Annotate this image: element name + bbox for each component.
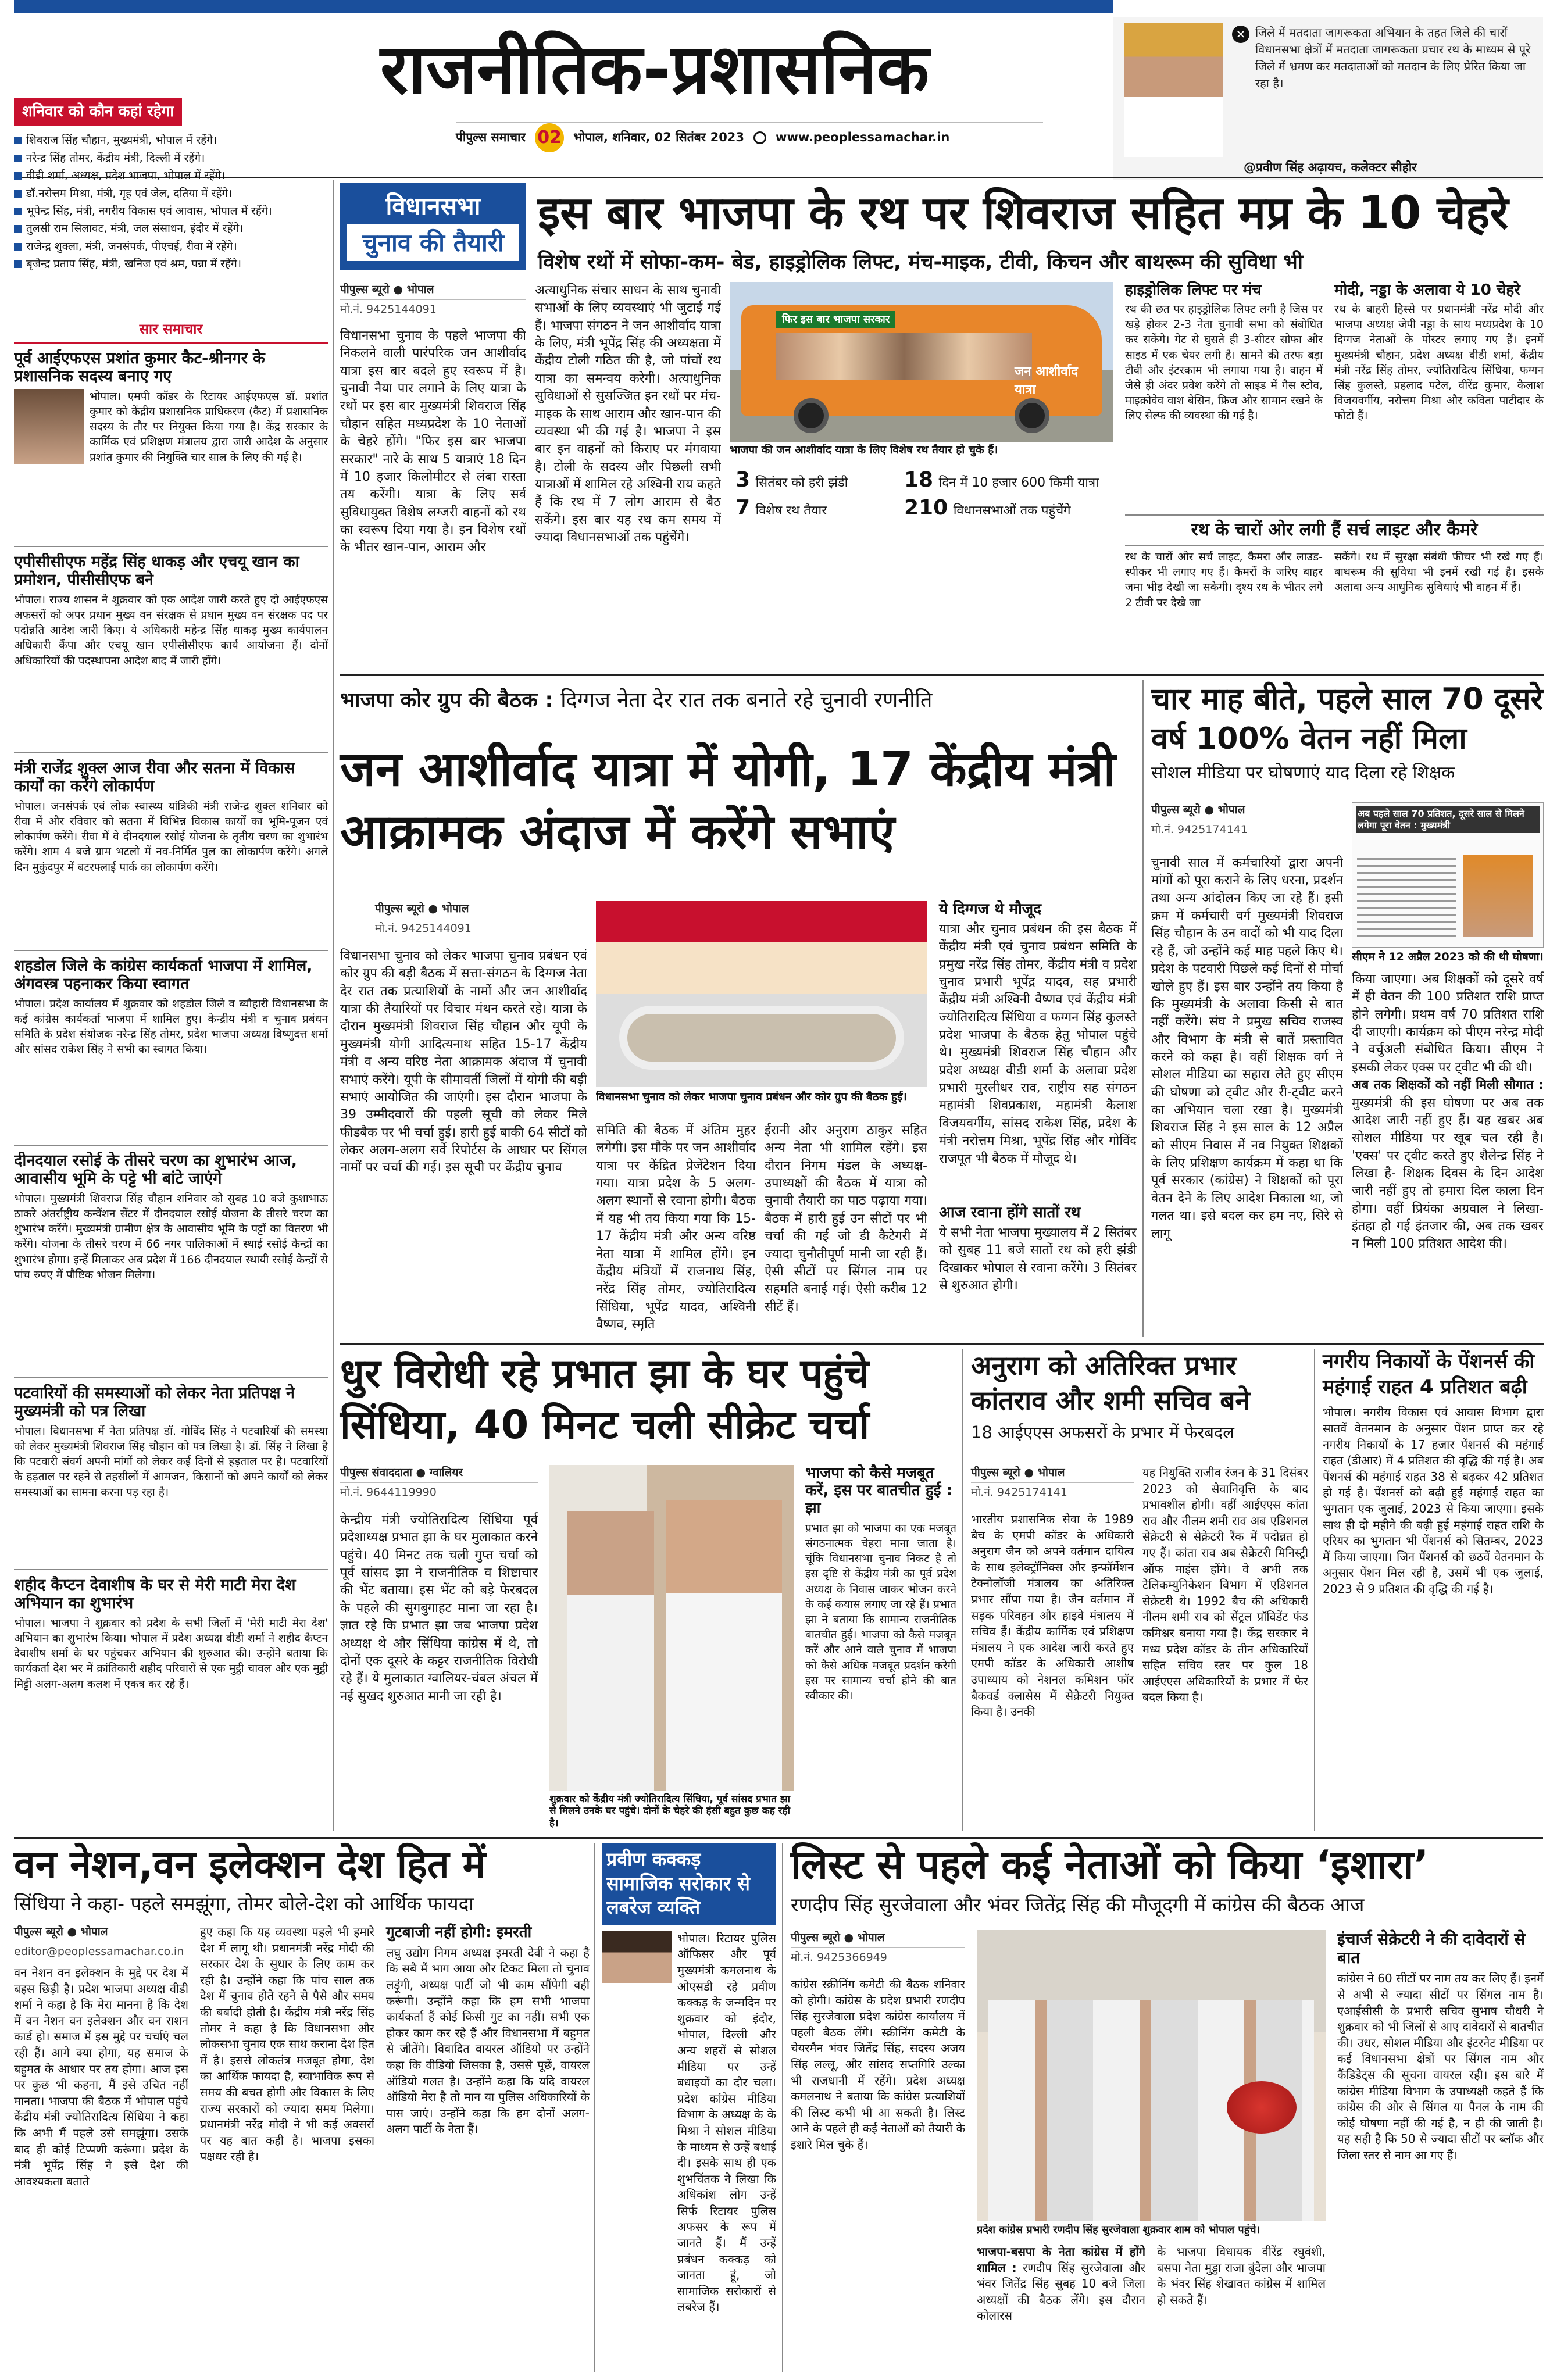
list-col1: कांग्रेस स्क्रीनिंग कमेटी की बैठक शनिवार को होगी। कांग्रेस के प्रदेश प्रभारी रणदीप सिंह सुरजेवाला प्रदेश कांग्रेस कार्यालय में पहली बैठक लेंगे। स्क्रीनिंग कमेटी के चेयरमैन भंवर जितेंद्र सिंह, सदस्य अजय सिंह लल्लू, और सांसद सप्तगिरि उल्का भी राजधानी में रहेंगे। प्रदेश अध्यक्ष कमलनाथ ने बताया कि कांग्रेस प्रत्याशियों की लिस्ट कभी भी आ सकती है। लिस्ट आने के पहले ही कई नेताओं को तैयारी के इशारे मिल चुके हैं।: [791, 1977, 965, 2152]
brief-headline: पटवारियों की समस्याओं को लेकर नेता प्रतिपक्ष ने मुख्यमंत्री को पत्र लिखा: [14, 1384, 295, 1420]
core-col4: [939, 901, 1137, 1331]
rath-side3-heading: रथ के चारों ओर लगी हैं सर्च लाइट और कैमरे: [1125, 514, 1544, 546]
list-photo: [977, 1930, 1326, 2221]
anurag-byline-block: [971, 1465, 1134, 1503]
brief-item: [14, 957, 328, 1146]
schedule-item: वीडी शर्मा, अध्यक्ष, प्रदेश भाजपा, भोपाल में रहेंगे।: [14, 167, 328, 184]
brief-item: [14, 1576, 328, 1733]
onenation-byline-block: [14, 1924, 188, 1963]
scindia-col1: केन्द्रीय मंत्री ज्योतिरादित्य सिंधिया पूर्व प्रदेशाध्यक्ष प्रभात झा के घर मुलाकात करने पहुंचे। 40 मिनट तक चली गुप्त चर्चा को पूर्व सांसद झा ने राजनीतिक व शिष्टाचार की भेंट बताया। इस भेंट को बड़े फेरबदल के पहले की सुगबुगाहट माना जा रहा है। ज्ञात रहे कि प्रभात झा जब भाजपा प्रदेश अध्यक्ष थे और सिंधिया कांग्रेस में थे, तो दोनों एक दूसरे के कट्टर राजनीतिक विरोधी रहे हैं। ये मुलाकात ग्वालियर-चंबल अंचल में नई सुखद शुरुआत मानी जा रही है।: [340, 1513, 538, 1704]
core-col4-body2: ये सभी नेता भाजपा मुख्यालय में 2 सितंबर को सुबह 11 बजे सातों रथ को हरी झंडी दिखाकर भोपाल से रवाना करेंगे। 3 सितंबर से शुरुआत होगी।: [939, 1225, 1137, 1293]
list-headline: लिस्ट से पहले कई नेताओं को किया ‘इशारा’: [791, 1842, 1429, 1888]
list-mobile: मो.नं. 9425366949: [791, 1950, 887, 1964]
rath-side3-col1: रथ के चारों ओर सर्च लाइट, कैमरा और लाउड-स्पीकर भी लगाए गए हैं। कैमरों के जरिए बाहर जमा भीड़ देखी जा सकेगी। दृश्य रथ के भीतर लगे 2 टीवी पर देखे जा: [1125, 551, 1323, 609]
anurag-pension-divider: [1314, 1349, 1315, 1831]
anurag-mobile: मो.नं. 9425174141: [971, 1485, 1067, 1499]
rath-subhead: विशेष रथों में सोफा-कम- बेड, हाइड्रोलिक लिफ्ट, मंच-माइक, टीवी, किचन और बाथरूम की सुविधा भी: [538, 251, 1303, 274]
core-col4-heading2: आज रवाना होंगे सातों रथ: [939, 1203, 1081, 1221]
left-column-divider: [333, 180, 334, 1831]
bus-banner: फिर इस बार भाजपा सरकार: [776, 311, 895, 328]
list-side-body: कांग्रेस ने 60 सीटों पर नाम तय कर लिए हैं। इनमें से अभी से ज्यादा सीटों पर सिंगल नाम है। एआईसीसी के प्रभारी सचिव सुभाष चौधरी ने शुक्रवार को भी जिलों से आए दावेदारों से बातचीत की। उधर, सोशल मीडिया और इंटरनेट मीडिया पर कई विधानसभा क्षेत्रों पर सिंगल नाम और कैंडिडेट्स की सूचना वायरल रही। इस बारे में कांग्रेस मीडिया विभाग के उपाध्यक्षी कहते हैं कि कांग्रेस की ओर से सिंगल या पैनल के नाम की कोई घोषणा नहीं की गई है, न ही की जाती है। यह सही है कि 50 से ज्यादा सीटों पर ब्लॉक और जिला स्तर से नाम आ गए हैं।: [1337, 1971, 1544, 2162]
salary-col2: [1352, 971, 1544, 1331]
brief-headline: मंत्री राजेंद्र शुक्ल आज रीवा और सतना में विकास कार्यों का करेंगे लोकार्पण: [14, 759, 295, 795]
schedule-item: भूपेन्द्र सिंह, मंत्री, नगरीय विकास एवं आवास, भोपाल में रहेंगे।: [14, 202, 328, 220]
brief-item: [14, 1152, 328, 1378]
salary-subhead: सोशल मीडिया पर घोषणाएं याद दिला रहे शिक्षक: [1151, 763, 1455, 784]
briefs-label: सार समाचार: [14, 320, 328, 344]
bullet-square-icon: [14, 243, 22, 251]
anurag-headline: अनुराग को अतिरिक्त प्रभार कांतराव और शमी सचिव बने: [971, 1350, 1250, 1416]
core-col4-heading: ये दिग्गज थे मौजूद: [939, 900, 1042, 918]
scindia-side-body: प्रभात झा को भाजपा का एक मजबूत संगठनात्मक चेहरा माना जाता है। चूंकि विधानसभा चुनाव निकट है तो इस दृष्टि से केंद्रीय मंत्री का पूर्व प्रदेश अध्यक्ष के निवास जाकर भोजन करने के कई कयास लगाए जा रहे हैं। प्रभात झा ने बताया कि सामान्य राजनीतिक बातचीत हुई। भाजपा को कैसे मजबूत करें और आने वाले चुनाव में भाजपा को कैसे अधिक मजबूत प्रदर्शन करेगी इस पर सामान्य चर्चा होने की बात स्वीकार की।: [805, 1521, 956, 1703]
masthead-dateline: भोपाल, शनिवार, 02 सितंबर 2023: [573, 130, 745, 145]
pension-story: [1323, 1349, 1544, 1831]
list-story: [791, 1843, 1544, 2372]
core-col3: ईरानी और अनुराग ठाकुर सहित अन्य नेता भी शामिल रहेंगे। इस दौरान निगम मंडल के अध्यक्ष-उपाध्यक्षों की बैठक में यात्रा को चुनावी तैयारी का पाठ पढ़ाया गया। बैठक में हारी हुई उन सीटों पर भी चर्चा की गई जो डी कैटेगरी में ज्यादा चुनौतीपूर्ण मानी जा रही हैं। ऐसी सीटों पर सिंगल नाम पर सहमति बनाई गई। ऐसी करीब 12 सीटें हैं।: [765, 1123, 927, 1314]
bullet-square-icon: [14, 190, 22, 198]
schedule-item: तुलसी राम सिलावट, मंत्री, जल संसाधन, इंदौर में रहेंगे।: [14, 220, 328, 237]
clipping-text-lines: [1357, 858, 1456, 939]
list-byline: पीपुल्स ब्यूरो ● भोपाल: [791, 1930, 965, 1948]
core-byline-block: [375, 901, 573, 939]
brief-item: [14, 759, 328, 951]
rath-byline: पीपुल्स ब्यूरो ● भोपाल: [340, 282, 526, 300]
schedule-heading: शनिवार को कौन कहां रहेगा: [14, 98, 182, 126]
praveen-body: भोपाल। रिटायर पुलिस ऑफिसर और पूर्व मुख्यमंत्री कमलनाथ के ओएसडी रहे प्रवीण कक्कड़ के जन्मदिन पर शुक्रवार को इंदौर, भोपाल, दिल्ली और अन्य शहरों से सोशल मीडिया पर उन्हें बधाइयों का दौर चला। प्रदेश कांग्रेस मीडिया विभाग के अध्यक्ष के के मिश्रा ने सोशल मीडिया के माध्यम से उन्हें बधाई दी। इसके साथ ही एक शुभचिंतक ने लिखा कि अधिकांश लोग उन्हें सिर्फ रिटायर पुलिस अफसर के रूप में जानते हैं। मैं उन्हें प्रबंधन कक्कड़ को जानता हूं, जो सामाजिक सरोकारों से लबरेज हैं।: [677, 1931, 776, 2314]
salary-col2-body: किया जाएगा। अब शिक्षकों को दूसरे वर्ष में ही वेतन की 100 प्रतिशत राशि प्राप्त होने लगेगी। प्रथम वर्ष 70 प्रतिशत राशि दी जाएगी। कार्यक्रम को पीएम नरेन्द्र मोदी ने वर्चुअली संबोधित किया। सीएम ने इसकी लेकर एक्स पर ट्वीट भी की थी।: [1352, 972, 1544, 1075]
onenation-col3-body: लघु उद्योग निगम अध्यक्ष इमरती देवी ने कहा है कि सबै मैं भाग आया और टिकट मिला तो चुनाव लड़ूंगी, अध्यक्ष पार्टी जो भी काम सौंपेगी वही करूंगी। उन्होंने कहा कि हम सभी भाजपा कार्यकर्ता हैं कोई किसी गुट का नहीं। सभी एक होकर काम कर रहे हैं और विधानसभा में बहुमत से जीतेंगे। विवादित वायरल ऑडियो पर उन्होंने कहा कि वीडियो जिसका है, उससे पूछें, वायरल ऑडियो गलत है। उन्होंने कहा कि यदि वायरल ऑडियो मेरा है तो मान या पुलिस अधिकारियों के पास जाएं। उन्होंने कहा कि हम दोनों अलग-अलग पार्टी के नेता हैं।: [386, 1945, 590, 2136]
anurag-story: [971, 1349, 1308, 1831]
schedule-box: [14, 98, 328, 319]
brief-body: भोपाल। प्रदेश कार्यालय में शुक्रवार को शहडोल जिले व ब्यौहारी विधानसभा के कई कांग्रेस कार्यकर्ता भाजपा में शामिल हुए। केन्द्रीय मंत्री व चुनाव प्रबंधन समिति के प्रदेश संयोजक नरेन्द्र सिंह तोमर, प्रदेश भाजपा अध्यक्ष विष्णुदत्त शर्मा और सांसद राकेश सिंह ने सभी का स्वागत किया।: [14, 997, 328, 1056]
election-tag: [340, 183, 526, 270]
rath-side3-col2: सकेंगे। रथ में सुरक्षा संबंधी फीचर भी रखे गए हैं। बाथरूम की सुविधा भी इनमें रखी गई है। इसके अलावा अन्य आधुनिक सुविधाएं भी वाहन में हैं।: [1334, 551, 1544, 594]
rath-side2: [1334, 282, 1544, 514]
list-col3: के भाजपा विधायक वीरेंद्र रघुवंशी, बसपा नेता मुड्डा राजा बुंदेला और भाजपा के भंवर सिंह शेखावत कांग्रेस में शामिल हो सकते हैं।: [1157, 2245, 1326, 2307]
list-photo-caption: प्रदेश कांग्रेस प्रभारी रणदीप सिंह सुरजेवाला शुक्रवार शाम को भोपाल पहुंचे।: [977, 2224, 1260, 2236]
praveen-story: [602, 1843, 776, 2372]
anurag-subhead: 18 आईएएस अफसरों के प्रभार में फेरबदल: [971, 1422, 1234, 1442]
list-side: [1337, 1930, 1544, 2366]
list-subhead: रणदीप सिंह सुरजेवाला और भंवर जितेंद्र सिंह की मौजूदगी में कांग्रेस की बैठक आज: [791, 1893, 1365, 1917]
praveen-portrait: [602, 1931, 672, 2018]
onenation-headline: वन नेशन,वन इलेक्शन देश हित में: [14, 1842, 486, 1887]
brief-body: भोपाल। विधानसभा में नेता प्रतिपक्ष डॉ. गोविंद सिंह ने पटवारियों की समस्या को लेकर मुख्यमंत्री शिवराज सिंह चौहान को पत्र लिखा है। डॉ. सिंह ने लिखा है कि पटवारी संवर्ग अपनी मांगों को लेकर कई दिनों से हड़ताल पर है। पटवारियों के हड़ताल पर रहने से तहसीलों में आमजन, किसानों को अपने कार्यों को लेकर समस्याओं का सामना करना पड़ रहा है।: [14, 1424, 328, 1499]
list-col2: [977, 2244, 1145, 2366]
onenation-email[interactable]: editor@peoplessamachar.co.in: [14, 1945, 184, 1958]
masthead-website[interactable]: www.peoplessamachar.in: [776, 130, 950, 145]
rath-side1: [1125, 282, 1323, 514]
onenation-col3-heading: गुटबाजी नहीं होगी: इमरती: [386, 1924, 532, 1941]
praveen-headline: प्रवीण कक्कड़ सामाजिक सरोकार से लबरेज व्यक्ति: [602, 1843, 776, 1925]
masthead-info-bar: [456, 122, 1043, 152]
pension-headline: नगरीय निकायों के पेंशनर्स की महंगाई राहत 4 प्रतिशत बढ़ी: [1323, 1350, 1535, 1399]
bullet-square-icon: [14, 225, 22, 233]
bus-wheel-icon: [1015, 398, 1049, 433]
election-tag-line1: विधानसभा: [385, 192, 481, 220]
fact-item: 3 सितंबर को हरी झंडी: [735, 468, 848, 492]
side-heading: मोदी, नड्डा के अलावा ये 10 चेहरे: [1334, 281, 1520, 299]
onenation-byline: पीपुल्स ब्यूरो ● भोपाल: [14, 1924, 188, 1942]
onenation-subhead: सिंधिया ने कहा- पहले समझूंगा, तोमर बोले-देश को आर्थिक फायदा: [14, 1892, 474, 1915]
scindia-anurag-divider: [962, 1349, 963, 1831]
scindia-byline-block: [340, 1465, 538, 1503]
brief-body: भोपाल। भाजपा ने शुक्रवार को प्रदेश के सभी जिलों में 'मेरी माटी मेरा देश' अभियान का शुभारंभ किया। भोपाल में प्रदेश अध्यक्ष वीडी शर्मा ने शहीद कैप्टन देवाशीष शर्मा के घर पहुंचकर अभियान की शुरुआत की। उन्होंने बताया कि कार्यकर्ता देश भर में क्रांतिकारी शहीद परिवारों से एक मुट्ठी चावल और एक मुट्ठी मिट्टी अलग-अलग कलश में एकत्र कर रहे हैं।: [14, 1616, 328, 1691]
brief-headline: शहडोल जिले के कांग्रेस कार्यकर्ता भाजपा में शामिल, अंगवस्त्र पहनाकर किया स्वागत: [14, 956, 313, 993]
rath-story: [340, 183, 1544, 648]
clip-caption: सीएम ने 12 अप्रैल 2023 को की थी घोषणा।: [1352, 950, 1544, 963]
bottom-divider: [14, 1837, 1543, 1839]
middle-divider: [340, 1343, 1544, 1345]
salary-byline-block: [1151, 802, 1343, 841]
salary-mobile: मो.नं. 9425174141: [1151, 823, 1248, 836]
scindia-photo-caption: शुक्रवार को केंद्रीय मंत्री ज्योतिरादित्य सिंधिया, पूर्व सांसद प्रभात झा से मिलने उनके घर पहुंचे। दोनों के चेहरे की हंसी बहुत कुछ कह रही है।: [549, 1793, 791, 1829]
rath-col2: अत्याधुनिक संचार साधन के साथ चुनावी सभाओं के लिए व्यवस्थाएं भी जुटाई गई हैं। भाजपा संगठन ने जन आशीर्वाद यात्रा के लिए, मंत्री भूपेंद्र सिंह की अध्यक्षता में केंद्रीय टोली गठित की है, जो पांचों रथ यात्रा का समन्वय करेगी। अत्याधुनिक सुविधाओं से सुसज्जित इन रथों पर मंच-माइक के साथ आराम और खान-पान की व्यवस्था भी की गई है। भाजपा ने इस बार इन वाहनों को किराए पर मंगवाया है। टोली के सदस्य और पिछली सभी यात्राओं में शामिल रहे अश्विनी राय कहते हैं कि रथ में 7 लोग आराम से बैठ सकेंगे। इस बार यह रथ कम समय में ज्यादा विधानसभाओं तक पहुंचेंगे।: [535, 283, 721, 545]
onenation-col1: वन नेशन वन इलेक्शन के मुद्दे पर देश में बहस छिड़ी है। प्रदेश भाजपा अध्यक्ष वीडी शर्मा ने कहा है कि मेरा मानना है कि देश में वन नेशन वन इलेक्शन और वन राशन कार्ड हो। समाज में इस मुद्दे पर चर्चाएं चल रही हैं। आगे क्या होगा, यह समाज के बहुमत के आधार पर तय होगा। आज इस पर कुछ भी कहना, मैं इसे उचित नहीं मानता। भाजपा की बैठक में भोपाल पहुंचे केंद्रीय मंत्री ज्योतिरादित्य सिंधिया ने कहा कि अभी मैं पहले उसे समझूंगा। उसके बाद ही कोई टिप्पणी करूंगा। प्रदेश के मंत्री भूपेंद्र सिंह ने इसे देश की आवश्यकता बताते: [14, 1966, 188, 2188]
anurag-byline: पीपुल्स ब्यूरो ● भोपाल: [971, 1465, 1134, 1483]
x-logo-icon: ✕: [1232, 26, 1249, 43]
brief-headline: पूर्व आईएफएस प्रशांत कुमार कैट-श्रीनगर के प्रशासनिक सदस्य बनाए गए: [14, 349, 265, 385]
masthead-blue-band: [14, 0, 1113, 13]
bus-label: जन आशीर्वाद यात्रा: [1015, 364, 1078, 397]
salary-headline: चार माह बीते, पहले साल 70 दूसरे वर्ष 100% वेतन नहीं मिला: [1151, 682, 1543, 756]
scindia-mobile: मो.नं. 9644119990: [340, 1485, 437, 1499]
meeting-table: [619, 1006, 904, 1070]
brief-headline: शहीद कैप्टन देवाशीष के घर से मेरी माटी मेरा देश अभियान का शुभारंभ: [14, 1575, 296, 1612]
salary-col1: चुनावी साल में कर्मचारियों द्वारा अपनी मांगों को पूरा कराने के लिए धरना, प्रदर्शन तथा अन्य आंदोलन किए जा रहे हैं। इसी क्रम में कर्मचारी वर्ग मुख्यमंत्री शिवराज सिंह चौहान के उन वादों को भी याद दिला रहे हैं, जो उन्होंने कई माह पहले किए थे। प्रदेश के पटवारी पिछले कई दिनों से मोर्चा खोले हुए हैं। इस बार उन्होंने तय किया है कि मुख्यमंत्री के अलावा किसी से बात नहीं करेंगे। संघ ने प्रमुख सचिव राजस्व और विभाग के मंत्री से बातें प्रस्तावित करने को कहा है। वहीं शिक्षक वर्ग ने सोशल मीडिया का सहारा लेते हुए सीएम की घोषणा को ट्वीट और री-ट्वीट करने का अभियान चला रखा है। मुख्यमंत्री शिवराज सिंह ने इस साल के 12 अप्रैल को सीएम निवास में नव नियुक्त शिक्षकों के लिए प्रशिक्षण कार्यक्रम में कहा था कि पूर्व सरकार (कांग्रेस) ने शिक्षकों को पूरा वेतन देने के लिए आदेश निकाला था, जो गलत था। इसे बदल कर हम नए, सिरे से लागू: [1151, 856, 1343, 1241]
schedule-list: [14, 131, 328, 273]
brief-item: [14, 349, 328, 547]
core-col2: समिति की बैठक में अंतिम मुहर लगेगी। इस मौके पर जन आशीर्वाद यात्रा पर केंद्रित प्रेजेंटेशन दिया गया। यात्रा प्रदेश के 5 अलग-अलग स्थानों से रवाना होगी। बैठक में यह भी तय किया गया कि 15-17 केंद्रीय मंत्री और अन्य वरिष्ठ नेता यात्रा में शामिल होंगे। इन केंद्रीय मंत्रियों में राजनाथ सिंह, नरेंद्र सिंह तोमर, ज्योतिरादित्य सिंधिया, भूपेंद्र यादव, अश्विनी वैष्णव, स्मृति: [596, 1123, 756, 1331]
list-byline-block: [791, 1930, 965, 1968]
scindia-byline: पीपुल्स संवाददाता ● ग्वालियर: [340, 1465, 538, 1483]
schedule-item: राजेन्द्र शुक्ला, मंत्री, जनसंपर्क, पीएचई, रीवा में रहेंगे।: [14, 238, 328, 255]
rath-bus-photo: [730, 282, 1113, 442]
core-col1: विधानसभा चुनाव को लेकर भाजपा चुनाव प्रबंधन एवं कोर ग्रुप की बड़ी बैठक में सत्ता-संगठन के दिग्गज नेता देर रात तक प्रत्याशियों के नामों और जन आशीर्वाद यात्रा की तैयारियों पर विचार मंथन करते रहे। यात्रा के दौरान मुख्यमंत्री शिवराज सिंह चौहान और यूपी के मुख्यमंत्री योगी आदित्यनाथ सहित 15-17 केंद्रीय मंत्री व अन्य वरिष्ठ नेता आक्रामक अंदाज में चुनावी सभाएं करेंगे। यूपी के सीमावर्ती जिलों में योगी की बड़ी सभाएं आयोजित की जाएंगी। इस दौरान भाजपा के 39 उम्मीदवारों की पहली सूची को लेकर मिले फीडबैक पर भी चर्चा हुई। हारी हुई बाकी 64 सीटों को लेकर अलग-अलग सर्वे रिपोर्टस के आधार पर सिंगल नामों पर चर्चा की गई। इस सूची पर केंद्रीय चुनाव: [340, 949, 587, 1175]
core-photo-caption: विधानसभा चुनाव को लेकर भाजपा चुनाव प्रबंधन और कोर ग्रुप की बैठक हुई।: [596, 1091, 907, 1103]
masthead-title: राजनीतिक-प्रशासनिक: [380, 29, 930, 109]
list-col2-body: भाजपा-बसपा के नेता कांग्रेस में होंगे शामिल : रणदीप सिंह सुरजेवाला और भंवर जितेंद्र सिंह सुबह 10 बजे जिला अध्यक्षों की बैठक लेंगे। इस दौरान कोलारस: [977, 2245, 1145, 2323]
scindia-photo: [549, 1465, 794, 1791]
scindia-side-heading: भाजपा को कैसे मजबूत करें, इस पर बातचीत हुई : झा: [805, 1464, 952, 1517]
brief-body: भोपाल। मुख्यमंत्री शिवराज सिंह चौहान शनिवार को सुबह 10 बजे कुशाभाऊ ठाकरे अंतर्राष्ट्रीय कन्वेंशन सेंटर में दीनदयाल रसोई योजना के तीसरे चरण का शुभारंभ करेंगे। मुख्यमंत्री ग्रामीण क्षेत्र के आवासीय भूमि के पट्टों का वितरण भी करेंगे। योजना के तीसरे चरण में 66 नगर पालिकाओं में स्थाई रसोई केन्द्रों का शुभारंभ होगा। इन्हें मिलाकर अब प्रदेश में 166 दीनदयाल स्थायी रसोई केन्द्रों से पांच रुपए में पौष्टिक भोजन मिलेगा।: [14, 1192, 328, 1281]
rath-col1: विधानसभा चुनाव के पहले भाजपा की निकलने वाली पारंपरिक जन आशीर्वाद यात्रा इस बार बदले हुए स्वरूप में है। चुनावी नैया पार लगाने के लिए यात्रा के रथों पर इस बार मुख्यमंत्री शिवराज सिंह चौहान सहित मध्यप्रदेश के 10 नेताओं के चेहरे होंगे। "फिर इस बार भाजपा सरकार" नारे के साथ 5 यात्राएं 18 दिन में 10 हजार किलोमीटर से लंबा रास्ता तय करेंगी। यात्रा के लिए सर्व सुविधायुक्त विशेष लग्जरी वाहनों को रथ का स्वरूप दिया गया है। इन विशेष रथों के भीतर खान-पान, आराम और: [340, 328, 526, 555]
salary-story: [1151, 680, 1544, 1337]
bullet-square-icon: [14, 208, 22, 215]
collector-portrait: [1124, 23, 1223, 157]
anurag-col1: भारतीय प्रशासनिक सेवा के 1989 बैच के एमपी कॉडर के अधिकारी अनुराग जैन को अपने वर्तमान दायित्व के साथ इलेक्ट्रॉनिक्स और इन्फॉर्मेशन टेक्नोलॉजी मंत्रालय का अतिरिक्त प्रभार सौंपा गया है। जैन वर्तमान में सड़क परिवहन और हाइवे मंत्रालय में सचिव हैं। केंद्रीय कार्मिक एवं प्रशिक्षण मंत्रालय ने एक आदेश जारी करते हुए एमपी कॉडर के अधिकारी आशीष उपाध्याय को नेशनल कमिशन फॉर बैकवर्ड क्लासेस में सेक्रेटरी नियुक्त किया है। उनकी: [971, 1512, 1134, 1719]
onenation-story: [14, 1843, 590, 2372]
bullet-square-icon: [14, 260, 22, 268]
rath-mobile: मो.नं. 9425144091: [340, 302, 437, 316]
briefs-column: [14, 320, 328, 1831]
salary-byline: पीपुल्स ब्यूरो ● भोपाल: [1151, 802, 1343, 820]
tweet-handle: @प्रवीण सिंह अढ़ायच, कलेक्टर सीहोर: [1244, 160, 1417, 174]
election-tag-line2: चुनाव की तैयारी: [347, 224, 519, 261]
person-left: [567, 1511, 654, 1791]
core-headline: जन आशीर्वाद यात्रा में योगी, 17 केंद्रीय मंत्री आक्रामक अंदाज में करेंगे सभाएं: [340, 742, 1116, 860]
schedule-item: शिवराज सिंह चौहान, मुख्यमंत्री, भोपाल में रहेंगे।: [14, 131, 328, 149]
bullet-square-icon: [14, 155, 22, 162]
side-body: रथ की छत पर हाइड्रोलिक लिफ्ट लगी है जिस पर खड़े होकर 2-3 नेता चुनावी सभा को संबोधित कर सकेंगे। गेट से घुसते ही 3-सीटर सोफा और साइड में एक चेयर लगी है। सामने की तरफ बड़ा टीवी और इंटरकाम भी लगाया गया है। वाहन में जैसे ही अंदर प्रवेश करेंगे तो साइड में गैस स्टोव, माइक्रोवेव वाश बेसिन, फ्रिज और सामान रखने के लिए सेल्फ की व्यवस्था की गई है।: [1125, 302, 1323, 423]
globe-icon: [753, 131, 766, 144]
rath-facts: [735, 467, 1113, 531]
core-kicker: भाजपा कोर ग्रुप की बैठक : दिग्गज नेता देर रात तक बनाते रहे चुनावी रणनीति: [340, 688, 933, 712]
tweet-box: [1113, 17, 1543, 180]
tweet-text: जिले में मतदाता जागरूकता अभियान के तहत जिले की चारों विधानसभा क्षेत्रों में मतदाता जागरूकता प्रचार रथ के माध्यम से पूरे जिले में भ्रमण कर मतदाताओं को मतदान के लिए प्रेरित किया जा रहा है।: [1255, 26, 1531, 90]
bus-body: [741, 305, 1102, 416]
rath-headline: इस बार भाजपा के रथ पर शिवराज सहित मप्र के 10 चेहरे: [538, 187, 1509, 240]
brief-body: भोपाल। जनसंपर्क एवं लोक स्वास्थ्य यांत्रिकी मंत्री राजेन्द्र शुक्ल शनिवार को रीवा में और रविवार को सतना में विभिन्न विकास कार्यों का भूमि-पूजन एवं लोकार्पण करेंगे। रीवा में वे दीनदयाल रसोई योजना के तृतीय चरण का शुभारंभ करेंगे। शाम 4 बजे ग्राम भटलो में नव-निर्मित पुल का लोकार्पण करेंगे। अगले दिन मुकुंदपुर में बटरफ्लाई पार्क का लोकार्पण करेंगे।: [14, 799, 328, 874]
brief-item: [14, 1384, 328, 1570]
schedule-item: डॉ.नरोत्तम मिश्रा, मंत्री, गृह एवं जेल, दतिया में रहेंगे।: [14, 185, 328, 202]
scindia-side: [805, 1465, 956, 1825]
rath-photo-caption: भाजपा की जन आशीर्वाद यात्रा के लिए विशेष रथ तैयार हो चुके हैं।: [730, 444, 1113, 457]
fact-item: 210 विधानसभाओं तक पहुंचेंगे: [904, 496, 1071, 520]
clipping-title: अब पहले साल 70 प्रतिशत, दूसरे साल से मिलने लगेगा पूरा वेतन : मुख्यमंत्री: [1356, 806, 1540, 833]
core-byline: पीपुल्स ब्यूरो ● भोपाल: [375, 901, 573, 919]
brief-item: [14, 553, 328, 753]
fact-item: 7 विशेष रथ तैयार: [735, 496, 827, 520]
list-side-heading: इंचार्ज सेक्रेटरी ने की दावेदारों से बात: [1337, 1929, 1526, 1968]
schedule-item: नरेन्द्र सिंह तोमर, केंद्रीय मंत्री, दिल्ली में रहेंगे।: [14, 149, 328, 167]
brief-body: भोपाल। राज्य शासन ने शुक्रवार को एक आदेश जारी करते हुए दो आईएफएस अफसरों को अपर प्रधान मुख्य वन संरक्षक से प्रधान मुख्य वन संरक्षक पद पर पदोन्नति आदेश जारी किए। ये अधिकारी महेन्द्र सिंह धाकड़ मुख्य कार्यपालन अधिकारी कैंपा और एचयू खान एपीसीसीएफ कार्य आयोजना हैं। दोनों अधिकारियों की पदस्थापना आदेश बाद में जारी होंगे।: [14, 593, 328, 667]
rath-byline-block: [340, 282, 526, 320]
brief-portrait: [14, 389, 84, 464]
page-number-badge: 02: [535, 123, 564, 152]
bus-leaders-strip: [776, 333, 1032, 380]
brief-body: भोपाल। एमपी कॉडर के रिटायर आईएफएस डॉ. प्रशांत कुमार को केंद्रीय प्रशासनिक प्राधिकरण (कैट) में प्रशासनिक सदस्य के तौर पर नियुक्त किया गया है। केंद्र सरकार के कार्मिक एवं प्रशिक्षण मंत्रालय द्वारा जारी आदेश के अनुसार प्रशांत कुमार की नियुक्ति चार साल के लिए की गई है।: [90, 389, 328, 464]
core-salary-divider: [1142, 680, 1144, 1337]
bullet-square-icon: [14, 172, 22, 180]
core-col4-body: यात्रा और चुनाव प्रबंधन की इस बैठक में केंद्रीय मंत्री एवं चुनाव प्रबंधन समिति के प्रमुख नरेंद्र सिंह तोमर, केंद्रीय मंत्री व प्रदेश चुनाव प्रभारी भूपेंद्र यादव, सह प्रभारी केंद्रीय मंत्री अश्विनी वैष्णव एवं केंद्रीय मंत्री ज्योतिरादित्य सिंधिया व फग्गन सिंह कुलस्ते प्रदेश भाजपा के बैठक हेतु भोपाल पहुंचे थे। मुख्यमंत्री शिवराज सिंह चौहान और प्रदेश अध्यक्ष वीडी शर्मा के अलावा प्रदेश प्रभारी मुरलीधर राव, राष्ट्रीय सह संगठन महामंत्री शिवप्रकाश, महामंत्री कैलाश विजयवर्गीय, सांसद राकेश सिंह, प्रदेश के मंत्री नरोत्तम मिश्रा, भूपेंद्र सिंह और गोविंद राजपूत भी बैठक में मौजूद थे।: [939, 921, 1137, 1166]
salary-col2-body-b: अब तक शिक्षकों को नहीं मिली सौगात : मुख्यमंत्री की इस घोषणा पर अब तक आदेश जारी नहीं हुए हैं। यह खबर अब सोशल मीडिया पर खूब चल रही है। 'एक्स' पर ट्वीट करते हुए शैलेन्द्र सिंह ने लिखा है- शिक्षक दिवस के दिन आदेश जारी नहीं हुए तो हमारा दिल काला दिन होगा। वहीं प्रियंका अग्रवाल ने लिखा- इंतहा हो गई इंतजार की, अब तक खबर न मिली 100 प्रतिशत आदेश की।: [1352, 1078, 1544, 1252]
schedule-item: बृजेन्द्र प्रताप सिंह, मंत्री, खनिज एवं श्रम, पन्ना में रहेंगे।: [14, 255, 328, 273]
pension-body: भोपाल। नगरीय विकास एवं आवास विभाग द्वारा सातवें वेतनमान के अनुसार पेंशन प्राप्त कर रहे नगरीय निकायों के 17 हजार पेंशनर्स की महंगाई राहत (डीआर) में 4 प्रतिशत की वृद्धि की गई है। अब पेंशनर्स की महंगाई राहत 38 से बढ़कर 42 प्रतिशत हो गई है। पेंशनर्स को बढ़ी हुई महंगाई राहत का भुगतान एक जुलाई, 2023 से किया जाएगा। इसके साथ ही दो महीने की बढ़ी हुई महंगाई राहत राशि के एरियर का भुगतान भी पेंशनर्स को सितम्बर, 2023 में किया जाएगा। जिन पेंशनर्स को छठवें वेतनमान के अनुसार पेंशन मिल रही है, उसमें भी एक जुलाई, 2023 से 9 प्रतिशत की वृद्धि की गई है।: [1323, 1405, 1544, 1596]
clipping-photo: [1463, 855, 1533, 937]
scindia-story: [340, 1349, 956, 1831]
flower-bouquet: [1227, 2081, 1297, 2134]
bus-wheel-icon: [794, 398, 829, 433]
salary-clipping: [1352, 802, 1544, 948]
anurag-col2: यह नियुक्ति राजीव रंजन के 31 दिसंबर 2023 को सेवानिवृत्ति के बाद प्रभावशील होगी। वहीं आईएएस कांता राव और नीलम शमी राव अब एडिशनल सेक्रेटरी से सेक्रेटरी रैंक में पदोन्नत हो गए हैं। कांता राव अब सेक्रेटरी मिनिस्ट्री ऑफ माइंस होंगे। वे अभी तक टेलिकम्युनिकेशन विभाग में एडिशनल सेक्रेटरी थे। 1992 बैच की अधिकारी नीलम शमी राव को सेंट्रल प्रॉविडेंट फंड कमिश्नर बनाया गया है। केंद्र सरकार ने मध्य प्रदेश कॉडर के तीन अधिकारियों सहित सचिव स्तर पर कुल 18 आईएएस अधिकारियों के प्रभार में फेर बदल किया है।: [1142, 1466, 1308, 1704]
fact-item: 18 दिन में 10 हजार 600 किमी यात्रा: [904, 468, 1099, 492]
onenation-col2: हुए कहा कि यह व्यवस्था पहले भी हमारे देश में लागू थी। प्रधानमंत्री नरेंद्र मोदी की सरकार देश के सुधार के लिए काम कर रही है। उन्होंने कहा कि पांच साल तक देश में चुनाव होते रहने से पैसे और समय की बर्बादी होती है। केंद्रीय मंत्री नरेंद्र सिंह तोमर ने कहा है कि विधानसभा और लोकसभा चुनाव एक साथ कराना देश हित में है। इससे लोकतंत्र मजबूत होगा, देश का आर्थिक फायदा है, स्वाभाविक रूप से समय की बचत होगी और विकास के लिए राज्य सरकारों को ज्यादा समय मिलेगा। प्रधानमंत्री नरेंद्र मोदी ने भी कई अवसरों पर यह बात कही है। भाजपा इसका पक्षधर रही है।: [200, 1925, 374, 2164]
side-body: रथ के बाहरी हिस्से पर प्रधानमंत्री नरेंद्र मोदी और भाजपा अध्यक्ष जेपी नड्डा के साथ मध्यप्रदेश के 10 दिग्गज नेताओं के पोस्टर लगाए गए हैं। इनमें मुख्यमंत्री चौहान, प्रदेश अध्यक्ष वीडी शर्मा, केंद्रीय मंत्री नरेंद्र सिंह तोमर, ज्योतिरादित्य सिंधिया, फग्गन सिंह कुलस्ते, प्रहलाद पटेल, वीरेंद्र कुमार, कैलाश विजयवर्गीय, नरोत्तम मिश्रा और कविता पाटीदार के फोटो हैं।: [1334, 302, 1544, 423]
praveen-list-divider: [782, 1843, 783, 2372]
core-story: [340, 680, 1137, 1337]
onenation-praveen-divider: [594, 1843, 595, 2372]
masthead-brand: पीपुल्स समाचार: [456, 130, 526, 145]
onenation-col3: [386, 1924, 590, 2366]
core-meeting-photo: [596, 901, 927, 1087]
brief-headline: एपीसीसीएफ महेंद्र सिंह धाकड़ और एचयू खान का प्रमोशन, पीसीसीएफ बने: [14, 552, 299, 589]
brief-headline: दीनदयाल रसोई के तीसरे चरण का शुभारंभ आज, आवासीय भूमि के पट्टे भी बांटे जाएंगे: [14, 1151, 298, 1188]
core-mobile: मो.नं. 9425144091: [375, 921, 472, 935]
bullet-square-icon: [14, 137, 22, 144]
rath-divider: [340, 674, 1544, 676]
person-right: [666, 1500, 782, 1791]
side-heading: हाइड्रोलिक लिफ्ट पर मंच: [1125, 281, 1262, 299]
scindia-headline: धुर विरोधी रहे प्रभात झा के घर पहुंचे सिंधिया, 40 मिनट चली सीक्रेट चर्चा: [340, 1351, 870, 1449]
